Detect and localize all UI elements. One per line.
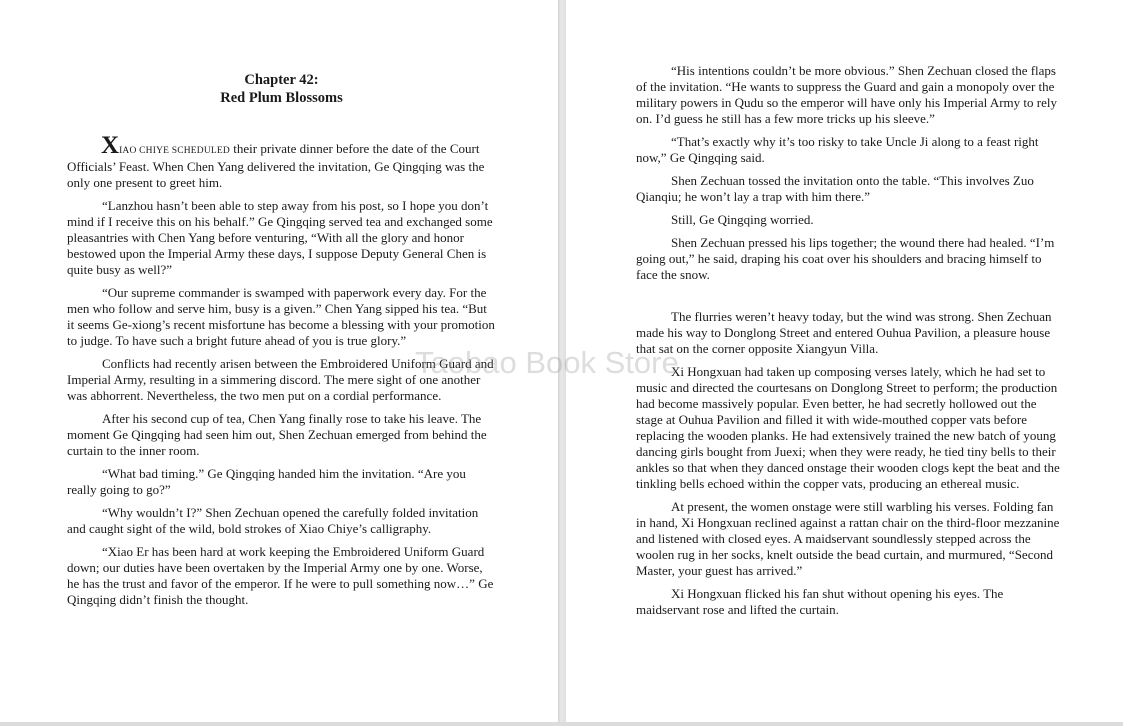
drop-cap: X <box>101 132 120 159</box>
book-gutter <box>558 0 566 726</box>
paragraph: “That’s exactly why it’s too risky to take Uncle Ji along to a feast right now,” Ge Qingqing said. <box>636 134 1039 165</box>
opening-text: their private dinner before the date of the Court Officials’ Feast. When Chen Yang delivered the invitation, Ge Qingqing was the only one present to greet him. <box>67 141 485 190</box>
opening-paragraph <box>67 132 496 191</box>
paragraph: Still, Ge Qingqing worried. <box>671 212 814 227</box>
page-bottom-edge <box>0 722 1123 726</box>
paragraph: “Lanzhou hasn’t been able to step away from his post, so I hope you don’t mind if I receive this on his behalf.” Ge Qingqing served tea and exchanged some pleasantries with Chen Yang before venturing, “With all the glory and honor bestowed upon the Imperial Army these days, I suppose Deputy General Chen is quite busy as well?” <box>67 198 493 277</box>
paragraph: “Why wouldn’t I?” Shen Zechuan opened the carefully folded invitation and caught sight of the wild, bold strokes of Xiao Chiye’s calligraphy. <box>67 505 479 536</box>
right-page <box>566 0 1123 722</box>
paragraph: “What bad timing.” Ge Qingqing handed him the invitation. “Are you really going to go?” <box>67 466 466 497</box>
paragraph: At present, the women onstage were still warbling his verses. Folding fan in hand, Xi Hongxuan reclined against a rattan chair on the third-floor mezzanine and listened with closed eyes. A maidservant soundlessly stepped across the woolen rug in her socks, knelt outside the bead curtain, and murmured, “Second Master, your guest has arrived.” <box>636 499 1060 578</box>
chapter-number: Chapter 42: <box>244 72 319 88</box>
paragraph: “His intentions couldn’t be more obvious.” Shen Zechuan closed the flaps of the invitation. “He wants to suppress the Guard and gain a monopoly over the military powers in Qudu so the emperor will have only his Imperial Army to rely on. I’d guess he still has a few more tricks up his sleeve.” <box>636 63 1057 126</box>
paragraph: The flurries weren’t heavy today, but the wind was strong. Shen Zechuan made his way to Donglong Street and entered Ouhua Pavilion, a pleasure house that sat on the corner opposite Xiangyun Villa. <box>636 309 1052 356</box>
paragraph: After his second cup of tea, Chen Yang finally rose to take his leave. The moment Ge Qingqing had seen him out, Shen Zechuan emerged from behind the curtain to the inner room. <box>67 411 487 458</box>
paragraph: “Our supreme commander is swamped with paperwork every day. For the men who follow and serve him, busy is a given.” Chen Yang sipped his tea. “But it seems Ge-xiong’s recent misfortune has become a blessing with your promotion to judge. To have such a bright future ahead of you is true glory.” <box>67 285 495 348</box>
paragraph: Conflicts had recently arisen between the Embroidered Uniform Guard and Imperial Army, resulting in a simmering discord. The mere sight of one another was abhorrent. Nevertheless, the two men put on a cordial performance. <box>67 356 494 403</box>
paragraph: Xi Hongxuan flicked his fan shut without opening his eyes. The maidservant rose and lifted the curtain. <box>636 586 1004 617</box>
chapter-title: Red Plum Blossoms <box>220 90 343 106</box>
paragraph: “Xiao Er has been hard at work keeping the Embroidered Uniform Guard down; our duties have been overtaken by the Imperial Army one by one. Worse, he has the trust and favor of the emperor. If he were to pull something now…” Ge Qingqing didn’t finish the thought. <box>67 544 494 607</box>
paragraph: Xi Hongxuan had taken up composing verses lately, which he had set to music and directed the courtesans on Donglong Street to perform; the production had become massively popular. Even better, he had secretly hollowed out the stage at Ouhua Pavilion and filled it with wide-mouthed copper vats before replacing the wooden planks. He had extensively trained the new batch of young dancing girls bought from Juexi; when they were ready, he tied tiny bells to their ankles so that when they danced onstage their wooden clogs kept the beat and the tinkling bells echoed within the copper vats, producing an ethereal music. <box>636 364 1060 491</box>
opening-smallcaps: IAO CHIYE SCHEDULED <box>119 146 230 156</box>
watermark: Taobao Book Store <box>415 345 679 380</box>
paragraph: Shen Zechuan tossed the invitation onto the table. “This involves Zuo Qianqiu; he won’t lay a trap with him there.” <box>636 173 1034 204</box>
left-page <box>0 0 558 722</box>
chapter-heading <box>67 71 496 107</box>
paragraph: Shen Zechuan pressed his lips together; the wound there had healed. “I’m going out,” he said, draping his coat over his shoulders and bracing himself to face the snow. <box>636 235 1055 282</box>
